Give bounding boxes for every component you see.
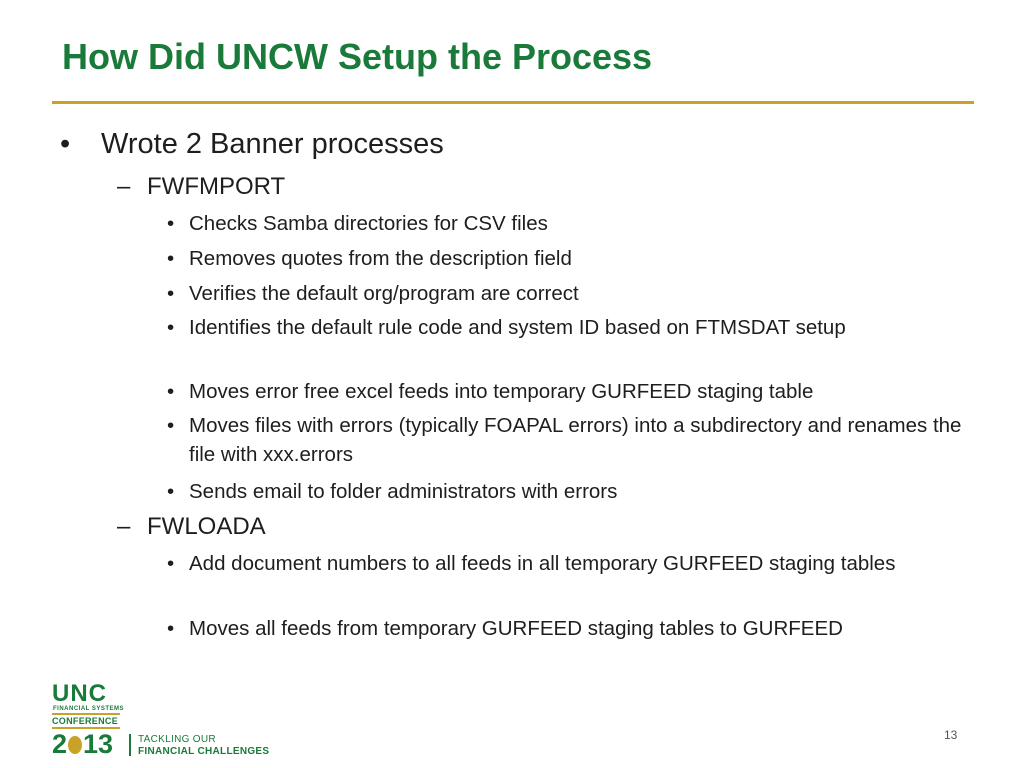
bullet-icon: •	[167, 552, 175, 575]
dash-icon: –	[117, 173, 131, 200]
logo-financial-systems: FINANCIAL SYSTEMS	[53, 706, 125, 712]
bullet-icon: •	[167, 414, 175, 437]
football-icon	[68, 736, 82, 754]
conference-logo	[52, 680, 292, 760]
bullet-icon: •	[167, 380, 175, 403]
bullet-icon: •	[60, 128, 71, 160]
step-text: Identifies the default rule code and system ID based on FTMSDAT setup	[189, 316, 846, 339]
logo-tagline-1: TACKLING OUR	[138, 734, 216, 745]
step-text: Checks Samba directories for CSV files	[189, 212, 548, 235]
bullet-icon: •	[167, 617, 175, 640]
bullet-icon: •	[167, 316, 175, 339]
main-bullet-text: Wrote 2 Banner processes	[101, 128, 444, 160]
bullet-icon: •	[167, 247, 175, 270]
process-name: FWLOADA	[147, 513, 266, 540]
step-text: Removes quotes from the description field	[189, 247, 572, 270]
logo-divider	[52, 713, 120, 715]
logo-conference: CONFERENCE	[52, 716, 119, 726]
logo-year-suffix: 13	[83, 729, 114, 759]
bullet-icon: •	[167, 480, 175, 503]
bullet-icon: •	[167, 212, 175, 235]
slide-title: How Did UNCW Setup the Process	[62, 36, 653, 77]
logo-separator	[129, 734, 131, 756]
step-text: Sends email to folder administrators with errors	[189, 480, 618, 503]
logo-year	[52, 729, 113, 760]
bullet-icon: •	[167, 282, 175, 305]
logo-unc: UNC	[52, 680, 107, 707]
dash-icon: –	[117, 513, 131, 540]
process-name: FWFMPORT	[147, 173, 286, 200]
step-text: Moves all feeds from temporary GURFEED staging tables to GURFEED	[189, 617, 843, 640]
step-text: Add document numbers to all feeds in all temporary GURFEED staging tables	[189, 552, 896, 575]
step-text: Moves files with errors (typically FOAPAL errors) into a subdirectory and renames the file with xxx.errors	[189, 414, 962, 466]
step-text: Moves error free excel feeds into temporary GURFEED staging table	[189, 380, 814, 403]
logo-year-prefix: 2	[52, 729, 68, 759]
page-number: 13	[944, 728, 958, 742]
logo-tagline-2: FINANCIAL CHALLENGES	[138, 746, 270, 757]
step-text: Verifies the default org/program are correct	[189, 282, 579, 305]
